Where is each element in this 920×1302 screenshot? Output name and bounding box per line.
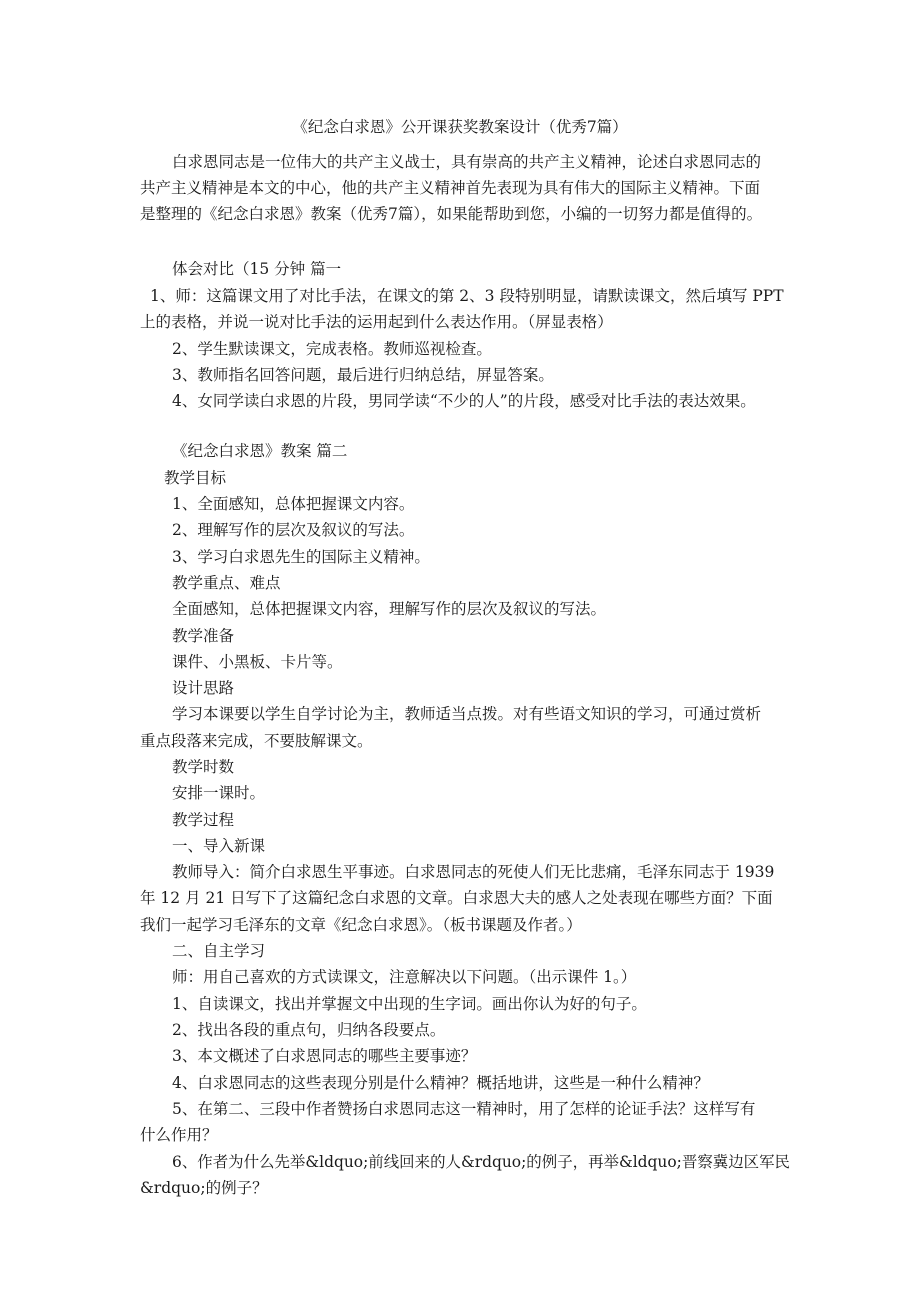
- goal-3: 3、学习白求恩先生的国际主义精神。: [172, 548, 430, 566]
- step1-label: 一、导入新课: [172, 837, 266, 855]
- key-label: 教学重点、难点: [172, 574, 281, 592]
- prep-text: 课件、小黑板、卡片等。: [172, 653, 343, 671]
- design-line-1: 学习本课要以学生自学讨论为主，教师适当点拨。对有些语文知识的学习，可通过赏析: [172, 705, 762, 723]
- goal-2: 2、理解写作的层次及叙议的写法。: [172, 521, 415, 539]
- section1-p1-line1: 1、师：这篇课文用了对比手法，在课文的第 2、3 段特别明显，请默读课文，然后填写 PPT: [150, 287, 784, 305]
- question-6-line-2: &rdquo;的例子？: [140, 1179, 268, 1197]
- step2-intro: 师：用自己喜欢的方式读课文，注意解决以下问题。（出示课件 1。）: [172, 968, 637, 986]
- intro-line-1: 白求恩同志是一位伟大的共产主义战士，具有崇高的共产主义精神，论述白求恩同志的: [172, 153, 762, 171]
- document-title: 《纪念白求恩》公开课获奖教案设计（优秀7篇）: [292, 118, 628, 136]
- key-text: 全面感知，总体把握课文内容，理解写作的层次及叙议的写法。: [172, 600, 607, 618]
- intro-line-3: 是整理的《纪念白求恩》教案（优秀7篇），如果能帮助到您，小编的一切努力都是值得的。: [140, 205, 763, 223]
- intro-line-2: 共产主义精神是本文的中心，他的共产主义精神首先表现为具有伟大的国际主义精神。下面: [140, 179, 761, 197]
- process-label: 教学过程: [172, 811, 235, 829]
- question-3: 3、本文概述了白求恩同志的哪些主要事迹？: [172, 1047, 477, 1065]
- section1-p2: 2、学生默读课文，完成表格。教师巡视检查。: [172, 340, 492, 358]
- step1-line-3: 我们一起学习毛泽东的文章《纪念白求恩》。（板书课题及作者。）: [140, 916, 582, 934]
- prep-label: 教学准备: [172, 627, 235, 645]
- question-1: 1、自读课文，找出并掌握文中出现的生字词。画出你认为好的句子。: [172, 995, 647, 1013]
- section2-heading: 《纪念白求恩》教案 篇二: [172, 442, 348, 460]
- question-2: 2、找出各段的重点句，归纳各段要点。: [172, 1021, 446, 1039]
- question-5-line-1: 5、在第二、三段中作者赞扬白求恩同志这一精神时，用了怎样的论证手法？这样写有: [172, 1100, 756, 1118]
- goal-1: 1、全面感知，总体把握课文内容。: [172, 495, 415, 513]
- step2-label: 二、自主学习: [172, 942, 266, 960]
- design-line-2: 重点段落来完成，不要肢解课文。: [140, 732, 373, 750]
- question-5-line-2: 什么作用？: [140, 1126, 218, 1144]
- design-label: 设计思路: [172, 679, 235, 697]
- step1-line-2: 年 12 月 21 日写下了这篇纪念白求恩的文章。白求恩大夫的感人之处表现在哪些方面？下面: [140, 889, 773, 907]
- section1-heading: 体会对比（15 分钟 篇一: [172, 260, 342, 278]
- goals-label: 教学目标: [164, 469, 227, 487]
- hours-text: 安排一课时。: [172, 784, 266, 802]
- step1-line-1: 教师导入：简介白求恩生平事迹。白求恩同志的死使人们无比悲痛，毛泽东同志于 1939: [172, 863, 775, 881]
- section1-p3: 3、教师指名回答问题，最后进行归纳总结，屏显答案。: [172, 366, 554, 384]
- question-6-line-1: 6、作者为什么先举&ldquo;前线回来的人&rdquo;的例子，再举&ldquo;晋察冀边区军民: [172, 1153, 790, 1171]
- question-4: 4、白求恩同志的这些表现分别是什么精神？概括地讲，这些是一种什么精神？: [172, 1074, 709, 1092]
- section1-p1-line2: 上的表格，并说一说对比手法的运用起到什么表达作用。（屏显表格）: [140, 313, 613, 331]
- hours-label: 教学时数: [172, 758, 235, 776]
- section1-p4: 4、女同学读白求恩的片段，男同学读“不少的人”的片段，感受对比手法的表达效果。: [172, 392, 756, 410]
